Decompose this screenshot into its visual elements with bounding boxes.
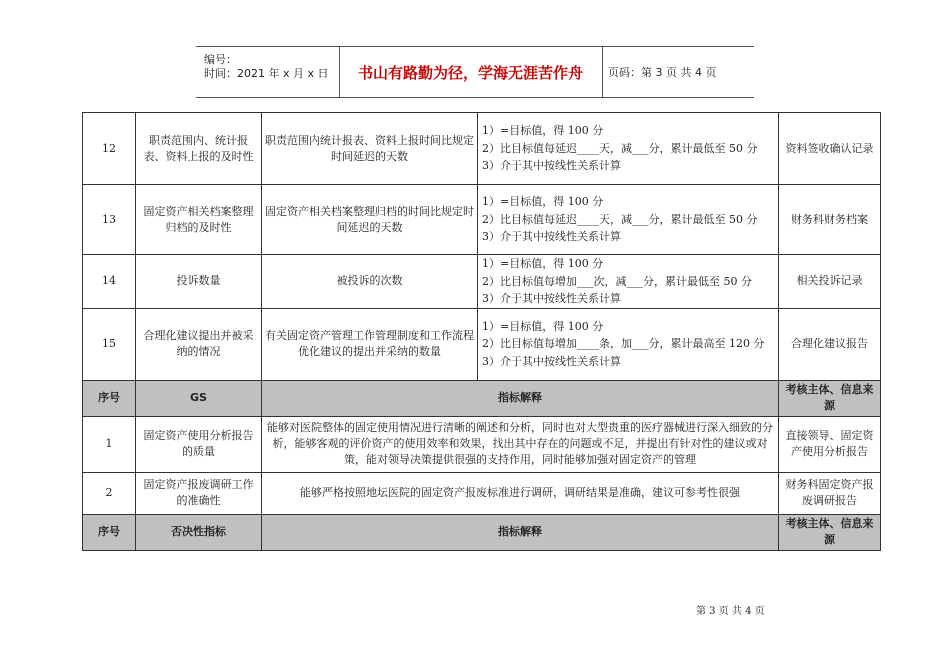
criteria-line: 3）介于其中按线性关系计算 bbox=[482, 159, 621, 173]
table-row bbox=[83, 416, 881, 472]
row-number: 12 bbox=[83, 113, 136, 185]
kpi-table bbox=[82, 112, 881, 551]
table-row bbox=[83, 113, 881, 185]
criteria-line: 3）介于其中按线性关系计算 bbox=[482, 230, 621, 244]
indicator-explanation: 能够严格按照地坛医院的固定资产报废标准进行调研，调研结果是准确，建议可参考性很强 bbox=[262, 472, 779, 514]
criteria-line: 2）比目标值每增加___次，减___分，累计最低至 50 分 bbox=[482, 274, 752, 288]
data-source: 相关投诉记录 bbox=[779, 255, 881, 309]
header-name: GS bbox=[136, 380, 262, 416]
criteria-line: 3）介于其中按线性关系计算 bbox=[482, 292, 621, 305]
criteria-line: 3）介于其中按线性关系计算 bbox=[482, 354, 621, 368]
row-number: 14 bbox=[83, 255, 136, 309]
indicator-name: 投诉数量 bbox=[136, 255, 262, 309]
table-row bbox=[83, 308, 881, 380]
indicator-definition: 职责范围内统计报表、资料上报时间比规定时间延迟的天数 bbox=[262, 113, 478, 185]
table-header-row bbox=[83, 380, 881, 416]
data-source: 财务科财务档案 bbox=[779, 185, 881, 255]
header-explanation: 指标解释 bbox=[262, 514, 779, 550]
table-row bbox=[83, 255, 881, 309]
indicator-name: 固定资产使用分析报告的质量 bbox=[136, 416, 262, 472]
scoring-criteria bbox=[478, 113, 779, 185]
row-number: 15 bbox=[83, 308, 136, 380]
indicator-name: 固定资产相关档案整理归档的及时性 bbox=[136, 185, 262, 255]
criteria-line: 2）比目标值每延迟____天，减___分，累计最低至 50 分 bbox=[482, 141, 758, 155]
row-number: 1 bbox=[83, 416, 136, 472]
number-label: 编号： bbox=[204, 53, 237, 66]
criteria-line: 1）=目标值，得 100 分 bbox=[482, 319, 604, 333]
scoring-criteria bbox=[478, 185, 779, 255]
header-motto: 书山有路勤为径，学海无涯苦作舟 bbox=[339, 47, 603, 97]
page-header bbox=[196, 46, 754, 98]
indicator-name: 职责范围内、统计报表、资料上报的及时性 bbox=[136, 113, 262, 185]
header-no: 序号 bbox=[83, 514, 136, 550]
indicator-name: 合理化建议提出并被采纳的情况 bbox=[136, 308, 262, 380]
time-label: 时间：2021 年 x 月 x 日 bbox=[204, 67, 329, 80]
table-header-row bbox=[83, 514, 881, 550]
data-source: 合理化建议报告 bbox=[779, 308, 881, 380]
indicator-explanation: 能够对医院整体的固定使用情况进行清晰的阐述和分析，同时也对大型贵重的医疗器械进行深入细致的分析，能够客观的评价资产的使用效率和效果，找出其中存在的问题或不足，并提出有针对性的建议或对策，能对领导决策提供很强的支持作用，同时能够加强对固定资产的管理 bbox=[262, 416, 779, 472]
scoring-criteria bbox=[478, 255, 779, 309]
indicator-definition: 固定资产相关档案整理归档的时间比规定时间延迟的天数 bbox=[262, 185, 478, 255]
criteria-line: 1）=目标值，得 100 分 bbox=[482, 257, 604, 270]
data-source: 财务科固定资产报废调研报告 bbox=[779, 472, 881, 514]
indicator-name: 固定资产报废调研工作的准确性 bbox=[136, 472, 262, 514]
header-meta bbox=[196, 47, 340, 97]
indicator-definition: 被投诉的次数 bbox=[262, 255, 478, 309]
header-explanation: 指标解释 bbox=[262, 380, 779, 416]
page-footer: 第 3 页 共 4 页 bbox=[696, 606, 765, 617]
header-page-label: 页码：第 3 页 共 4 页 bbox=[608, 66, 717, 79]
header-name: 否决性指标 bbox=[136, 514, 262, 550]
indicator-definition: 有关固定资产管理工作管理制度和工作流程优化建议的提出并采纳的数量 bbox=[262, 308, 478, 380]
table-row bbox=[83, 472, 881, 514]
criteria-line: 2）比目标值每增加____条，加___分，累计最高至 120 分 bbox=[482, 337, 765, 351]
criteria-line: 2）比目标值每延迟____天，减___分，累计最低至 50 分 bbox=[482, 212, 758, 226]
criteria-line: 1）=目标值，得 100 分 bbox=[482, 195, 604, 209]
row-number: 13 bbox=[83, 185, 136, 255]
header-no: 序号 bbox=[83, 380, 136, 416]
header-source: 考核主体、信息来源 bbox=[779, 514, 881, 550]
data-source: 资料签收确认记录 bbox=[779, 113, 881, 185]
header-source: 考核主体、信息来源 bbox=[779, 380, 881, 416]
scoring-criteria bbox=[478, 308, 779, 380]
criteria-line: 1）=目标值，得 100 分 bbox=[482, 124, 604, 138]
row-number: 2 bbox=[83, 472, 136, 514]
data-source: 直接领导、固定资产使用分析报告 bbox=[779, 416, 881, 472]
table-row bbox=[83, 185, 881, 255]
